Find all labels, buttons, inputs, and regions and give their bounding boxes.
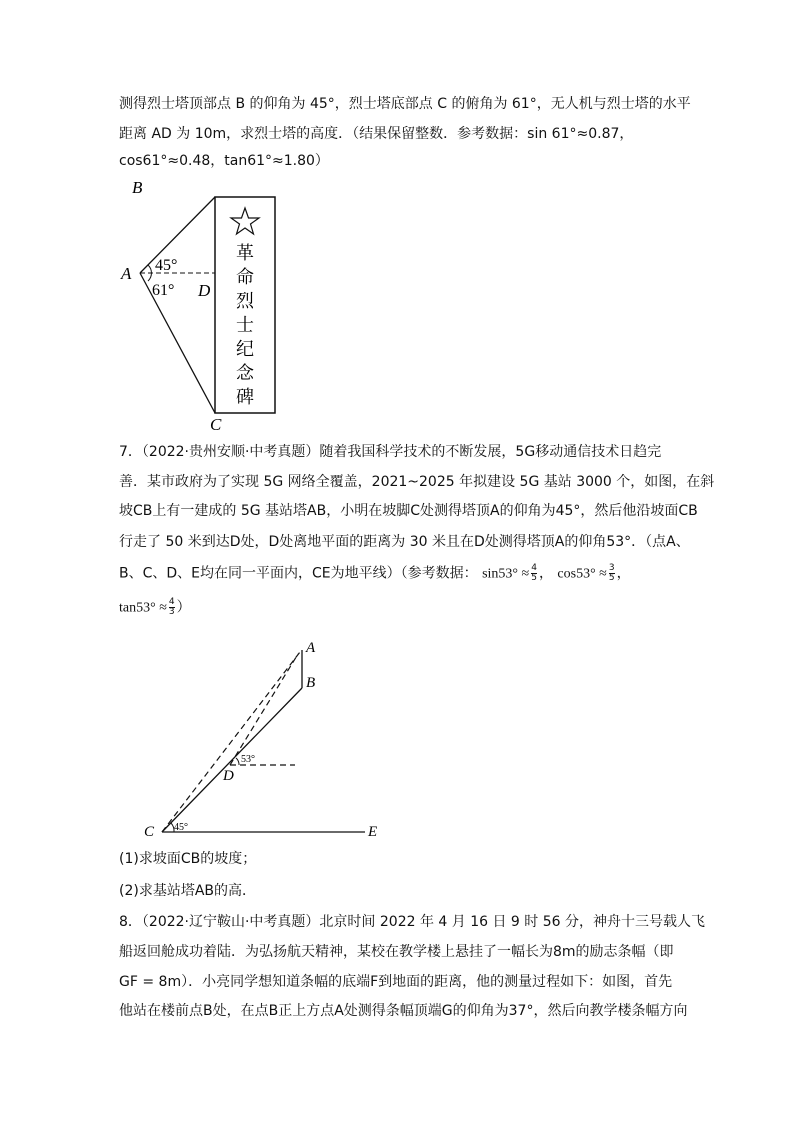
monument-char: 碑: [236, 387, 254, 407]
label-a: A: [306, 640, 316, 656]
label-b: B: [132, 178, 143, 197]
label-e: E: [368, 824, 378, 840]
monument-char: 纪: [236, 339, 254, 359]
q7-text-line: 行走了 50 米到达D处，D处离地平面的距离为 30 米且在D处测得塔顶A的仰角53°．（点A、: [119, 534, 690, 550]
monument-char: 命: [236, 267, 254, 287]
line-ab: [140, 197, 215, 273]
ref-tan: tan53° ≈: [119, 600, 167, 616]
label-c: C: [210, 415, 222, 434]
q7-text-line: tan53° ≈ $\frac{4}{3}$ ）: [119, 597, 191, 617]
line-cb: [162, 688, 302, 832]
frac-sin: $\frac{4}{5}$: [531, 563, 537, 583]
q6-figure: [110, 175, 290, 435]
line-ca: [162, 652, 300, 832]
q8-text-line: GF = 8m）．小亮同学想知道条幅的底端F到地面的距离，他的测量过程如下：如图，首先: [119, 974, 673, 990]
q6-text-line: 测得烈士塔顶部点 B 的仰角为 45°，烈士塔底部点 C 的俯角为 61°，无人机与烈士塔的水平: [119, 96, 691, 112]
label-c: C: [144, 824, 155, 840]
label-b: B: [306, 675, 316, 691]
q6-text-line: cos61°≈0.48，tan61°≈1.80）: [119, 153, 329, 169]
line-da: [230, 654, 298, 765]
star-icon: [231, 208, 259, 234]
monument-char: 革: [236, 243, 254, 263]
q7-figure: [130, 630, 400, 845]
q8-text-line: 船返回舱成功着陆．为弘扬航天精神，某校在教学楼上悬挂了一幅长为8m的励志条幅（即: [119, 944, 674, 960]
ref-cos: cos53° ≈: [557, 566, 607, 582]
q7-text-line: 善．某市政府为了实现 5G 网络全覆盖，2021~2025 年拟建设 5G 基站 3000 个，如图，在斜: [119, 474, 715, 490]
label-a: A: [121, 264, 132, 283]
label-d: D: [223, 768, 234, 784]
q7-text-line: 7．（2022·贵州安顺·中考真题）随着我国科学技术的不断发展，5G移动通信技术日趋完: [119, 444, 662, 460]
angle-61: 61°: [152, 282, 175, 299]
monument-char: 烈: [236, 291, 254, 311]
angle-arc-d: [236, 758, 239, 765]
label-d: D: [198, 281, 211, 300]
q6-text-line: 距离 AD 为 10m，求烈士塔的高度．（结果保留整数．参考数据：sin 61°≈0.87，: [119, 126, 634, 142]
q7-ref-intro: B、C、D、E均在同一平面内，CE为地平线）（参考数据：: [119, 565, 478, 582]
q7-text-line: 坡CB上有一建成的 5G 基站塔AB，小明在坡脚C处测得塔顶A的仰角为45°，然后他沿坡面CB: [119, 503, 698, 519]
monument-text: [236, 243, 255, 407]
monument-char: 士: [236, 315, 254, 335]
frac-tan: $\frac{4}{3}$: [168, 597, 175, 617]
q7-sub-2: (2)求基站塔AB的高．: [119, 883, 257, 899]
q7-text-line: B、C、D、E均在同一平面内，CE为地平线）（参考数据： sin53° ≈ $\frac{4}{5}$ ， cos53° ≈ $\frac{3}{5}$ ，: [119, 563, 631, 583]
q8-text-line: 他站在楼前点B处，在点B正上方点A处测得条幅顶端G的仰角为37°，然后向教学楼条幅方向: [119, 1003, 688, 1019]
frac-cos: $\frac{3}{5}$: [608, 563, 615, 583]
q8-text-line: 8．（2022·辽宁鞍山·中考真题）北京时间 2022 年 4 月 16 日 9 时 56 分，神舟十三号载人飞: [119, 914, 706, 930]
angle-45: 45°: [155, 257, 178, 274]
angle-53: 53°: [241, 754, 255, 765]
angle-45: 45°: [174, 822, 188, 833]
q7-sub-1: (1)求坡面CB的坡度；: [119, 851, 257, 867]
monument-char: 念: [236, 363, 254, 383]
ref-sin: sin53° ≈: [482, 566, 530, 582]
